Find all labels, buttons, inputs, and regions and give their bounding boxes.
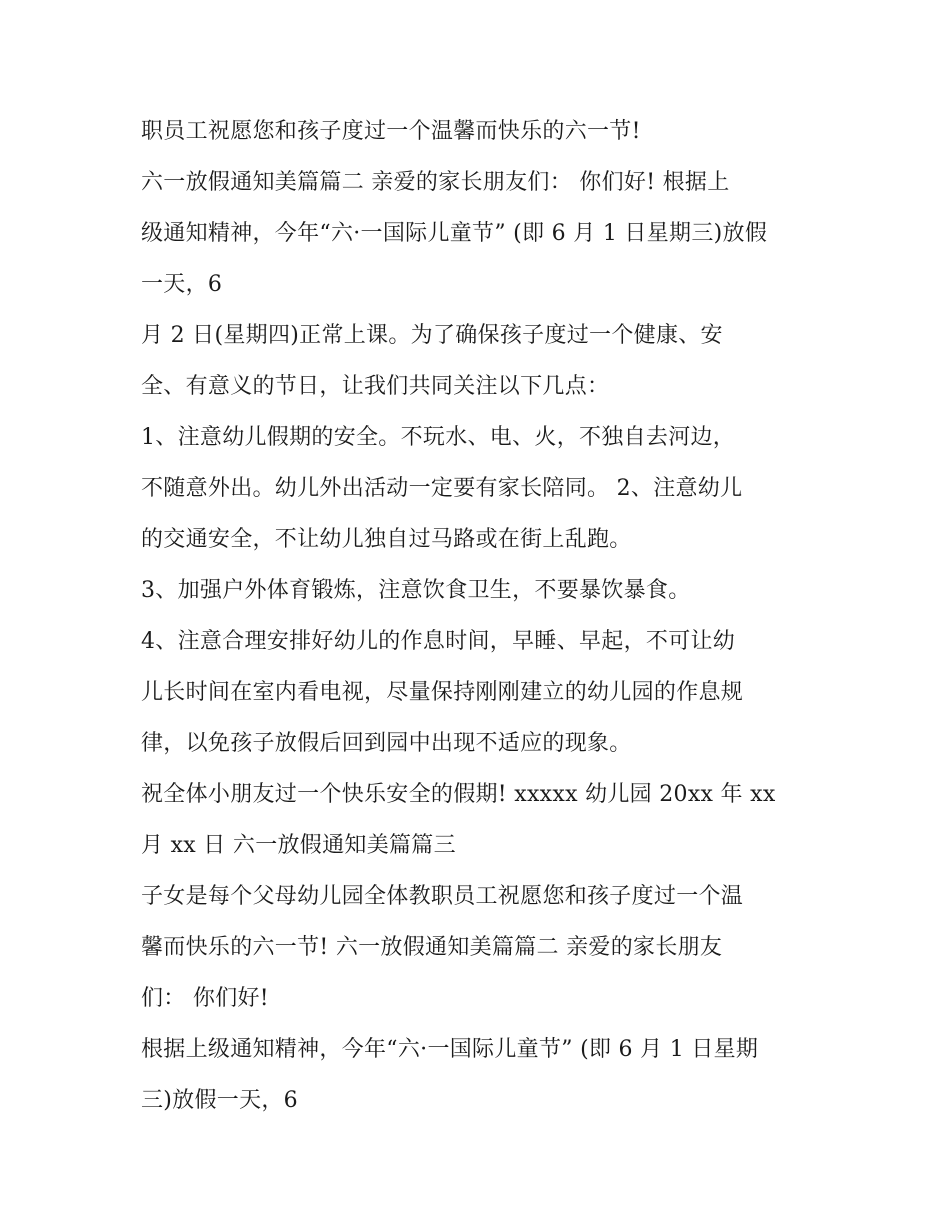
text-line: 1、注意幼儿假期的安全。不玩水、电、火，不独自去河边， <box>141 425 736 450</box>
document-body <box>141 106 821 1126</box>
text-line: 祝全体小朋友过一个快乐安全的假期! xxxxx 幼儿园 20xx 年 xx <box>141 782 776 807</box>
text-line: 4、注意合理安排好幼儿的作息时间，早睡、早起，不可让幼 <box>141 629 736 654</box>
text-line: 的交通安全，不让幼儿独自过马路或在街上乱跑。 <box>141 527 632 552</box>
text-line: 全、有意义的节日，让我们共同关注以下几点： <box>141 374 610 399</box>
text-line: 一天，6 <box>141 272 223 297</box>
text-line: 月 xx 日 六一放假通知美篇篇三 <box>141 833 456 858</box>
text-line: 子女是每个父母幼儿园全体教职员工祝愿您和孩子度过一个温 <box>141 884 744 909</box>
text-line: 们： 你们好! <box>141 986 269 1011</box>
text-line: 律，以免孩子放假后回到园中出现不适应的现象。 <box>141 731 632 756</box>
text-line: 馨而快乐的六一节! 六一放假通知美篇篇二 亲爱的家长朋友 <box>141 935 723 960</box>
text-line: 儿长时间在室内看电视，尽量保持刚刚建立的幼儿园的作息规 <box>141 680 744 705</box>
text-line: 职员工祝愿您和孩子度过一个温馨而快乐的六一节! <box>141 119 641 144</box>
text-line: 根据上级通知精神，今年“六·一国际儿童节” (即 6 月 1 日星期 <box>141 1037 759 1062</box>
text-line: 3、加强户外体育锻炼，注意饮食卫生，不要暴饮暴食。 <box>141 578 691 603</box>
text-line: 六一放假通知美篇篇二 亲爱的家长朋友们： 你们好! 根据上 <box>141 170 730 195</box>
text-line: 月 2 日(星期四)正常上课。为了确保孩子度过一个健康、安 <box>141 323 723 348</box>
text-line: 三)放假一天，6 <box>141 1088 298 1113</box>
text-line: 级通知精神，今年“六·一国际儿童节” (即 6 月 1 日星期三)放假 <box>141 221 768 246</box>
text-line: 不随意外出。幼儿外出活动一定要有家长陪同。 2、注意幼儿 <box>141 476 743 501</box>
